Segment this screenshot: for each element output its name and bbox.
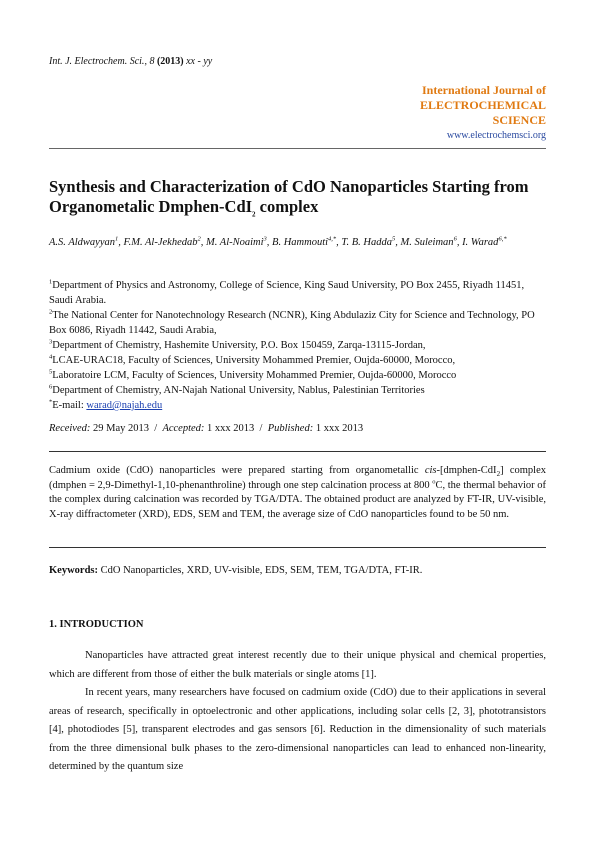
affiliation-list (49, 278, 546, 413)
body-paragraph: Nanoparticles have attracted great interest recently due to their unique physical and chemical properties, which are different from those of either the bulk materials or single atoms [1]. (49, 650, 546, 680)
logo-line-1: International Journal of (421, 83, 546, 97)
abstract-top-rule (49, 451, 546, 452)
logo-url-link[interactable]: www.electrochemsci.org (446, 130, 546, 141)
affiliation-item: $^6$Department of Chemistry, AN-Najah National University, Nablus, Palestinian Territories (49, 383, 425, 396)
paper-title: Synthesis and Characterization of CdO Nanoparticles Starting from Organometalic Dmphen-CdI$_2$ complex (49, 177, 529, 219)
author-name: T. B. Hadda (341, 237, 392, 248)
affiliation-item: $^4$LCAE-URAC18, Faculty of Sciences, University Mohammed Premier, Oujda-60000, Morocco, (49, 353, 456, 366)
affiliation-item: $^5$Laboratoire LCM, Faculty of Sciences, University Mohammed Premier, Oujda-60000, Morocco (49, 368, 457, 381)
logo-line-3: SCIENCE (492, 113, 546, 127)
journal-year: (2013) (156, 56, 184, 67)
keywords: Keywords: CdO Nanoparticles, XRD, UV-visible, EDS, SEM, TEM, TGA/DTA, FT-IR. (49, 565, 423, 576)
author-name: B. Hammouti (272, 237, 329, 248)
section-heading: 1. INTRODUCTION (49, 619, 144, 630)
journal-volume: 8 (149, 56, 155, 67)
author-name: A.S. Aldwayyan (49, 237, 116, 248)
journal-pages: xx - yy (186, 56, 213, 67)
author-list: A.S. Aldwayyan$^1$, F.M. Al-Jekhedab$^2$, M. Al-Noaimi$^3$, B. Hammouti$^{4,*}$, T. B. Hadda$^5$, M. Suleiman$^6$, I. Warad$^{6,*}$ (49, 235, 507, 248)
affiliation-item: $^2$The National Center for Nanotechnology Research (NCNR), King Abdulaziz City for Science and Technology, PO Box 6086, Riyadh 11442, Saudi Arabia, (49, 308, 535, 336)
publication-dates: Received: 29 May 2013 / Accepted: 1 xxx 2013 / Published: 1 xxx 2013 (49, 423, 364, 434)
author-name: F.M. Al-Jekhedab (123, 237, 198, 248)
body-paragraph: In recent years, many researchers have focused on cadmium oxide (CdO) due to their applications in several areas of research, specifically in optoelectronic and other applications, including solar cells [2, 3], phototransistors [4], photodiodes [5], transparent electrodes and gas sensors [6]. Reduction in the dimensionality of such materials from the three dimensional bulk phases to the zero-dimensional nanoparticles can lead to enhanced non-linearity, determined by the quantum size (49, 687, 546, 772)
body-text (49, 647, 546, 777)
journal-abbrev: Int. J. Electrochem. Sci. (49, 56, 145, 67)
author-name: M. Suleiman (400, 237, 454, 248)
abstract: Cadmium oxide (CdO) nanoparticles were prepared starting from organometallic cis-[dmphen-CdI$_2$] complex (dmphen = 2,9-Dimethyl-1,10-phenanthroline) through one step calcination process at 800 $^o$C, the thermal behavior of the complex during calcination was recorded by TGA/DTA. The obtained product are analyzed by FT-IR, UV-visible, X-ray diffractometer (XRD), EDS, SEM and TEM, the average size of CdO nanoparticles found to be 50 nm. (49, 465, 547, 520)
logo-line-2: ELECTROCHEMICAL (419, 98, 546, 112)
abstract-bottom-rule (49, 547, 546, 548)
corresponding-email: *E-mail: warad@najah.edu (49, 398, 163, 411)
running-head: Int. J. Electrochem. Sci., 8 (2013) xx - yy (49, 56, 213, 67)
affiliation-item: $^3$Department of Chemistry, Hashemite University, P.O. Box 150459, Zarqa-13115-Jordan, (49, 338, 426, 351)
affiliation-item: $^1$Department of Physics and Astronomy, College of Science, King Saud University, PO Box 2455, Riyadh 11451, Saudi Arabia. (49, 278, 525, 306)
header-divider (49, 148, 546, 149)
journal-logo (420, 83, 546, 143)
author-name: M. Al-Noaimi (205, 237, 264, 248)
author-name: I. Warad (462, 237, 499, 248)
email-link[interactable]: warad@najah.edu (86, 400, 163, 411)
